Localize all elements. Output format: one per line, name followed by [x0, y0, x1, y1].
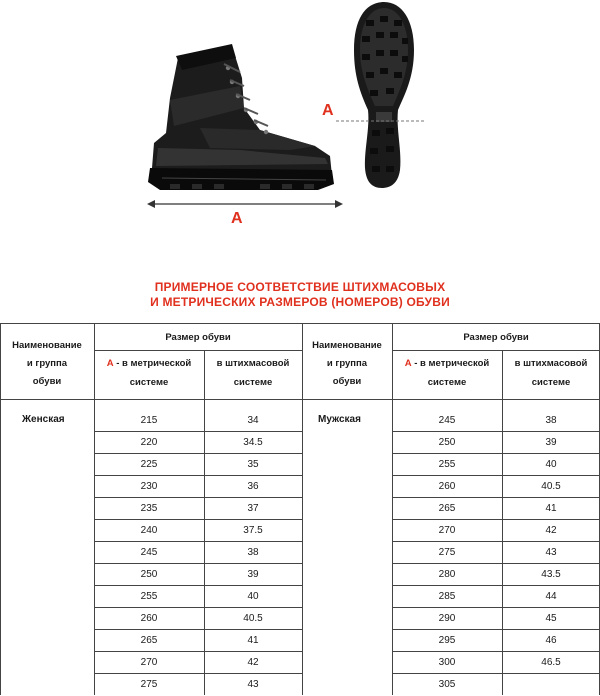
shtikh-size-cell: 36: [247, 481, 259, 492]
shtikh-size-cell: 39: [545, 437, 557, 448]
boot-sole-illustration: [352, 0, 416, 190]
group-women: Женская: [22, 414, 65, 425]
shtikh-size-cell: 43.5: [541, 569, 561, 580]
dimension-a-mark: А: [106, 358, 114, 369]
shtikh-size-cell: 37.5: [243, 525, 263, 536]
header-shtikh-line-1: в штихмасовой: [216, 358, 290, 369]
metric-size-cell: 245: [438, 415, 456, 426]
header-name-line-3: обуви: [332, 376, 362, 387]
dimension-label-side: A: [231, 210, 243, 227]
metric-size-cell: 270: [140, 657, 158, 668]
shtikh-size-cell: 38: [247, 547, 259, 558]
header-metric-line-2: системе: [129, 377, 169, 388]
table-title-line-2: И МЕТРИЧЕСКИХ РАЗМЕРОВ (НОМЕРОВ) ОБУВИ: [150, 295, 450, 309]
header-metric-line-1: А - в метрической: [404, 358, 490, 369]
sole-length-marker: [336, 116, 426, 126]
shtikh-size-cell: 35: [247, 459, 259, 470]
shtikh-size-cell: 44: [545, 591, 557, 602]
table-title-line-1: ПРИМЕРНОЕ СООТВЕТСТВИЕ ШТИХМАСОВЫХ: [154, 280, 446, 294]
header-shtikh-line-1: в штихмасовой: [514, 358, 588, 369]
header-metric-line-2: системе: [427, 377, 467, 388]
shtikh-size-cell: 34: [247, 415, 259, 426]
header-name-line-1: Наименование: [312, 340, 382, 351]
shtikh-size-cell: 41: [247, 635, 259, 646]
shtikh-size-cell: 34.5: [243, 437, 263, 448]
shtikh-size-cell: 46.5: [541, 657, 561, 668]
metric-size-cell: 285: [438, 591, 456, 602]
shtikh-size-cell: [502, 674, 600, 696]
shtikh-size-cell: 45: [545, 613, 557, 624]
header-shtikh-line-2: системе: [233, 377, 273, 388]
group-men: Мужская: [318, 414, 361, 425]
metric-size-cell: 275: [140, 679, 158, 690]
boot-side-illustration: [140, 38, 340, 198]
metric-size-cell: 245: [140, 547, 158, 558]
metric-size-cell: 255: [140, 591, 158, 602]
header-size: Размер обуви: [463, 332, 529, 343]
metric-size-cell: 215: [140, 415, 158, 426]
metric-size-cell: 220: [140, 437, 158, 448]
metric-size-cell: 270: [438, 525, 456, 536]
header-name-line-1: Наименование: [12, 340, 82, 351]
size-conversion-table: [0, 323, 600, 695]
metric-size-cell: 260: [140, 613, 158, 624]
shtikh-size-cell: 42: [545, 525, 557, 536]
metric-size-cell: 295: [438, 635, 456, 646]
header-name-line-2: и группа: [326, 358, 368, 369]
metric-size-cell: 260: [438, 481, 456, 492]
metric-size-cell: 265: [140, 635, 158, 646]
shtikh-size-cell: 43: [247, 679, 259, 690]
shtikh-size-cell: 46: [545, 635, 557, 646]
metric-size-cell: 265: [438, 503, 456, 514]
metric-size-cell: 250: [438, 437, 456, 448]
metric-size-cell: 235: [140, 503, 158, 514]
shtikh-size-cell: 42: [247, 657, 259, 668]
shtikh-size-cell: 37: [247, 503, 259, 514]
shtikh-size-cell: 43: [545, 547, 557, 558]
shtikh-size-cell: 40.5: [243, 613, 263, 624]
metric-size-cell: 250: [140, 569, 158, 580]
metric-size-cell: 290: [438, 613, 456, 624]
metric-size-cell: 280: [438, 569, 456, 580]
header-name-line-2: и группа: [26, 358, 68, 369]
shtikh-size-cell: 40: [545, 459, 557, 470]
shtikh-size-cell: 40.5: [541, 481, 561, 492]
metric-size-cell: 225: [140, 459, 158, 470]
metric-size-cell: 300: [438, 657, 456, 668]
header-name-line-3: обуви: [32, 376, 62, 387]
dimension-a-mark: А: [404, 358, 412, 369]
shtikh-size-cell: 39: [247, 569, 259, 580]
metric-size-cell: 240: [140, 525, 158, 536]
shtikh-size-cell: 41: [545, 503, 557, 514]
metric-size-cell: 230: [140, 481, 158, 492]
shtikh-size-cell: 40: [247, 591, 259, 602]
metric-size-cell: 275: [438, 547, 456, 558]
header-shtikh-line-2: системе: [531, 377, 571, 388]
dimension-label-sole: A: [322, 102, 334, 119]
length-arrow: [145, 198, 345, 210]
metric-size-cell: 305: [438, 679, 456, 690]
header-metric-line-1: А - в метрической: [106, 358, 192, 369]
header-size: Размер обуви: [165, 332, 231, 343]
metric-size-cell: 255: [438, 459, 456, 470]
shtikh-size-cell: 38: [545, 415, 557, 426]
